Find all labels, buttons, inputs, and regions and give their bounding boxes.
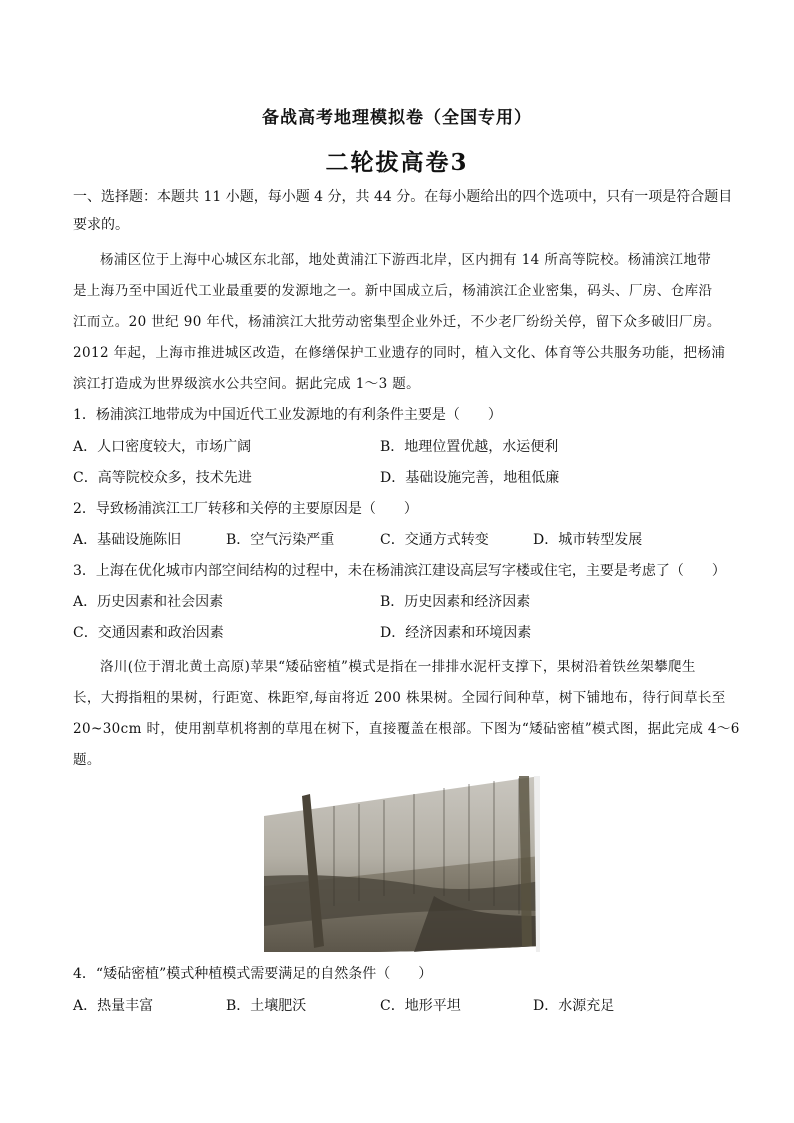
q4-option-c: C．地形平坦 <box>380 998 461 1014</box>
passage1-line: 2012 年起，上海市推进城区改造，在修缮保护工业遗存的同时，植入文化、体育等公共服务功能，把杨浦 <box>73 345 726 361</box>
q4-option-d: D．水源充足 <box>533 998 615 1014</box>
q4-option-a: A．热量丰富 <box>73 998 154 1014</box>
question-1-stem: 1．杨浦滨江地带成为中国近代工业发源地的有利条件主要是（ ） <box>73 407 502 423</box>
passage1-line: 是上海乃至中国近代工业最重要的发源地之一。新中国成立后，杨浦滨江企业密集，码头、厂房、仓库沿 <box>73 283 713 299</box>
q4-option-b: B．土壤肥沃 <box>226 998 307 1014</box>
passage2-line: 题。 <box>73 752 101 768</box>
passage1-line: 滨江打造成为世界级滨水公共空间。据此完成 1～3 题。 <box>73 376 421 392</box>
question-2-stem: 2．导致杨浦滨江工厂转移和关停的主要原因是（ ） <box>73 501 418 517</box>
q1-option-a: A．人口密度较大，市场广阔 <box>73 439 252 455</box>
q2-option-d: D．城市转型发展 <box>533 532 643 548</box>
exam-title: 备战高考地理模拟卷（全国专用） <box>262 108 532 128</box>
q3-option-d: D．经济因素和环境因素 <box>380 625 532 641</box>
q3-option-a: A．历史因素和社会因素 <box>73 594 224 610</box>
q3-option-b: B．历史因素和经济因素 <box>380 594 531 610</box>
section-instruction-line1: 一、选择题：本题共 11 小题，每小题 4 分，共 44 分。在每小题给出的四个选项中，只有一项是符合题目 <box>73 189 733 205</box>
orchard-photo <box>264 776 540 952</box>
q1-option-d: D．基础设施完善，地租低廉 <box>380 470 560 486</box>
q1-option-b: B．地理位置优越，水运便利 <box>380 439 559 455</box>
q2-option-a: A．基础设施陈旧 <box>73 532 182 548</box>
passage1-line: 杨浦区位于上海中心城区东北部，地处黄浦江下游西北岸，区内拥有 14 所高等院校。杨浦滨江地带 <box>100 252 712 268</box>
passage2-line: 长，大拇指粗的果树，行距宽、株距窄,每亩将近 200 株果树。全园行间种草，树下铺地布，待行间草长至 <box>73 690 726 706</box>
question-4-stem: 4．“矮砧密植”模式种植模式需要满足的自然条件（ ） <box>73 966 433 982</box>
question-3-stem: 3．上海在优化城市内部空间结构的过程中，未在杨浦滨江建设高层写字楼或住宅，主要是考虑了（ ） <box>73 563 726 579</box>
q2-option-b: B．空气污染严重 <box>226 532 335 548</box>
section-instruction-line2: 要求的。 <box>73 217 129 233</box>
exam-subtitle: 二轮拔高卷3 <box>325 149 469 176</box>
q2-option-c: C．交通方式转变 <box>380 532 489 548</box>
passage2-line: 20~30cm 时，使用割草机将割的草甩在树下，直接覆盖在根部。下图为“矮砧密植”模式图，据此完成 4～6 <box>73 721 740 737</box>
passage1-line: 江而立。20 世纪 90 年代，杨浦滨江大批劳动密集型企业外迁，不少老厂纷纷关停，留下众多破旧厂房。 <box>73 314 721 330</box>
q1-option-c: C．高等院校众多，技术先进 <box>73 470 252 486</box>
q3-option-c: C．交通因素和政治因素 <box>73 625 224 641</box>
passage2-line: 洛川(位于渭北黄土高原)苹果“矮砧密植”模式是指在一排排水泥杆支撑下，果树沿着铁丝架攀爬生 <box>100 659 696 675</box>
